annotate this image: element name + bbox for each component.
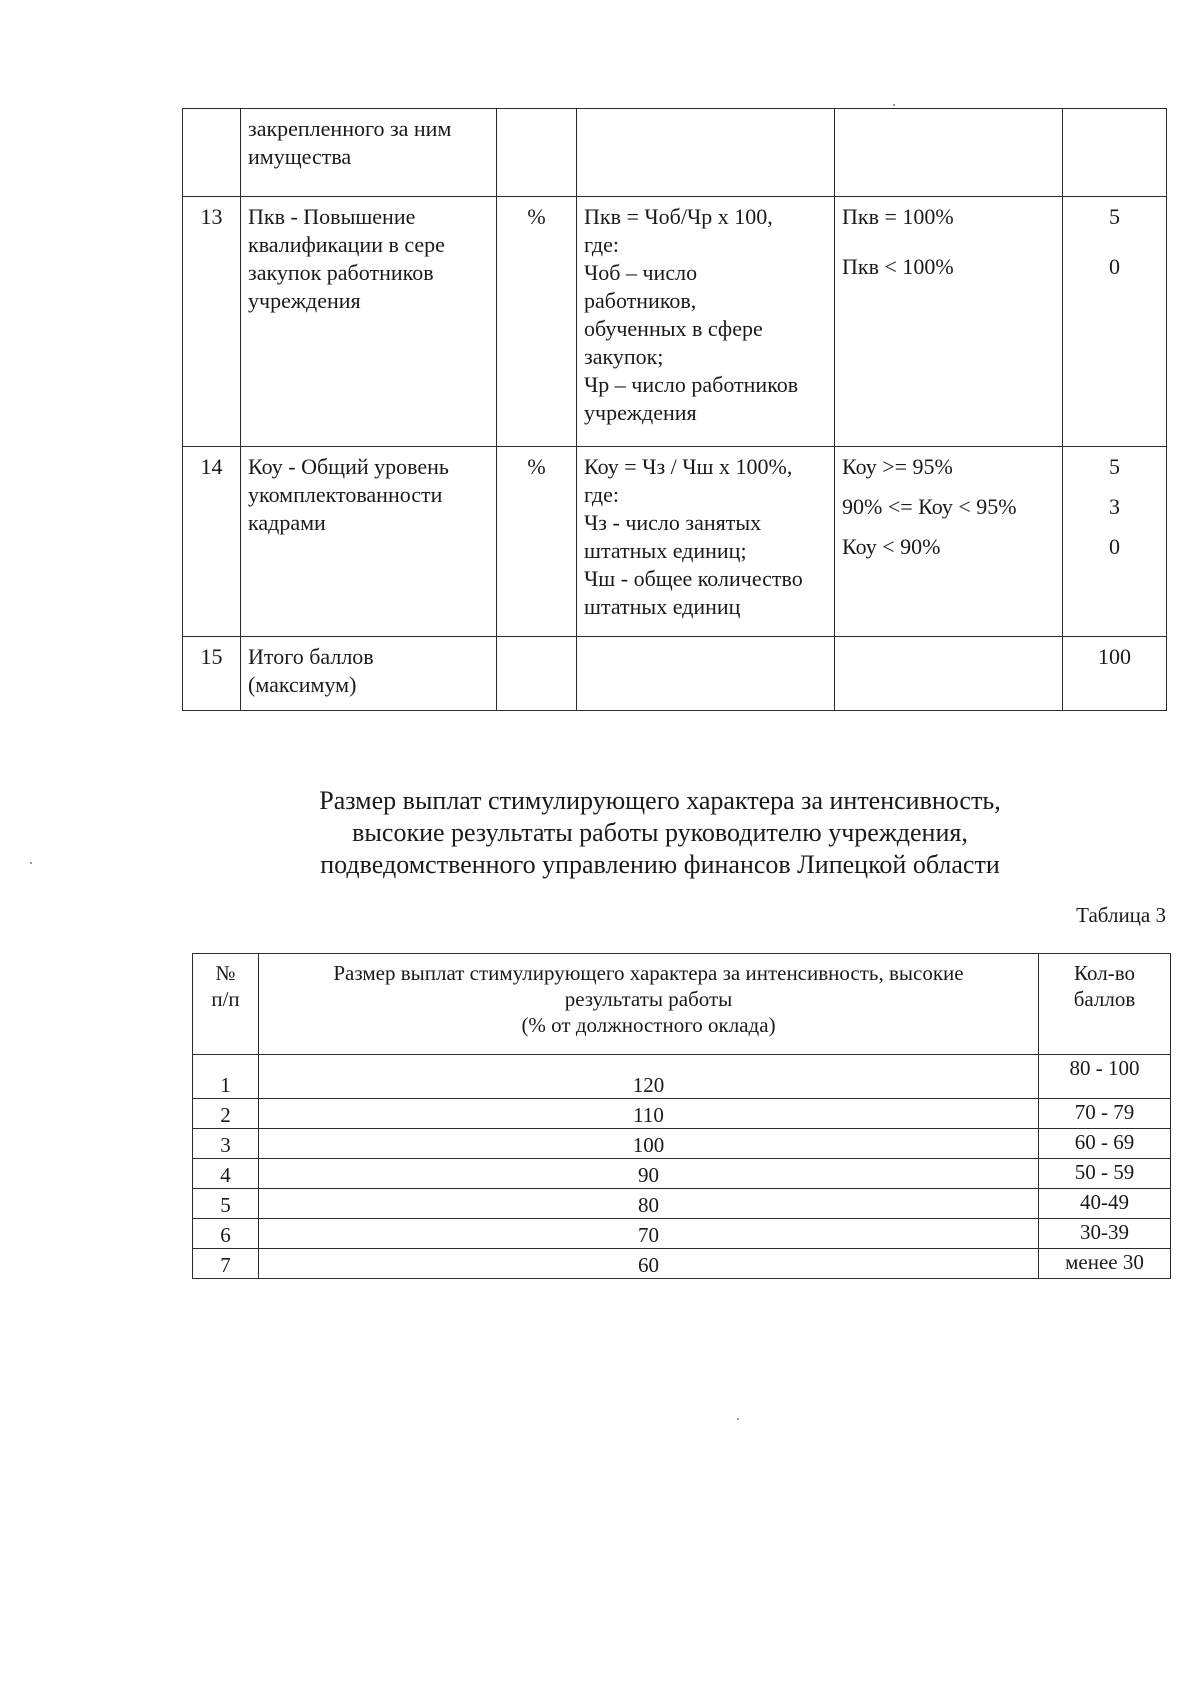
- scan-speck: [893, 104, 895, 106]
- header-payment-size: Размер выплат стимулирующего характера за интенсивность, высокие результаты работы (% от должностного оклада): [259, 954, 1039, 1055]
- table-row: [193, 1249, 1171, 1279]
- unit-cell: %: [497, 447, 577, 637]
- criteria-table: [182, 108, 1167, 711]
- score-cell: 5 3 0: [1063, 447, 1167, 637]
- table-row: [193, 1129, 1171, 1159]
- unit-cell: [497, 637, 577, 711]
- formula-cell: Пкв = Чоб/Чр х 100, где: Чоб – число работников, обученных в сфере закупок; Чр – число работников учреждения: [577, 197, 835, 447]
- table-row: [183, 197, 1167, 447]
- payment-size: 120: [259, 1055, 1039, 1099]
- header-number: № п/п: [193, 954, 259, 1055]
- table-row: [193, 1099, 1171, 1129]
- indicator-name-cell: закрепленного за ним имущества: [241, 109, 497, 197]
- row-number: 6: [193, 1219, 259, 1249]
- section-title: Размер выплат стимулирующего характера за интенсивность, высокие результаты работы руководителю учреждения, подведомственного управлению финансов Липецкой области: [319, 786, 1001, 879]
- table-row: [193, 1159, 1171, 1189]
- points-range: 70 - 79: [1039, 1099, 1171, 1129]
- unit-cell: [497, 109, 577, 197]
- row-number: 2: [193, 1099, 259, 1129]
- row-number: 5: [193, 1189, 259, 1219]
- formula-cell: [577, 637, 835, 711]
- indicator-name-cell: Коу - Общий уровень укомплектованности кадрами: [241, 447, 497, 637]
- row-number-cell: 15: [183, 637, 241, 711]
- score-cell: [1063, 109, 1167, 197]
- payment-size: 100: [259, 1129, 1039, 1159]
- row-number: 4: [193, 1159, 259, 1189]
- points-range: 60 - 69: [1039, 1129, 1171, 1159]
- points-range: менее 30: [1039, 1249, 1171, 1279]
- scan-speck: [30, 862, 32, 864]
- formula-cell: Коу = Чз / Чш х 100%, где: Чз - число занятых штатных единиц; Чш - общее количество штатных единиц: [577, 447, 835, 637]
- score-cell: 5 0: [1063, 197, 1167, 447]
- payment-size: 90: [259, 1159, 1039, 1189]
- table-label: Таблица 3: [1076, 903, 1166, 927]
- table-header-row: [193, 954, 1171, 1055]
- header-points: Кол-во баллов: [1039, 954, 1171, 1055]
- payment-size: 110: [259, 1099, 1039, 1129]
- table-row: [183, 109, 1167, 197]
- row-number: 7: [193, 1249, 259, 1279]
- indicator-name-cell: Пкв - Повышение квалификации в сере закупок работников учреждения: [241, 197, 497, 447]
- criteria-cell: Пкв = 100% Пкв < 100%: [835, 197, 1063, 447]
- payment-table: [192, 953, 1171, 1279]
- table-row: [183, 447, 1167, 637]
- payment-size: 80: [259, 1189, 1039, 1219]
- score-cell: 100: [1063, 637, 1167, 711]
- table-row: [193, 1189, 1171, 1219]
- points-range: 80 - 100: [1039, 1055, 1171, 1099]
- criteria-cell: [835, 637, 1063, 711]
- table-row: [193, 1055, 1171, 1099]
- scan-speck: [737, 1418, 739, 1420]
- row-number-cell: [183, 109, 241, 197]
- payment-size: 60: [259, 1249, 1039, 1279]
- payment-size: 70: [259, 1219, 1039, 1249]
- indicator-name-cell: Итого баллов (максимум): [241, 637, 497, 711]
- row-number: 3: [193, 1129, 259, 1159]
- table-row: [193, 1219, 1171, 1249]
- row-number: 1: [193, 1055, 259, 1099]
- formula-cell: [577, 109, 835, 197]
- points-range: 50 - 59: [1039, 1159, 1171, 1189]
- unit-cell: %: [497, 197, 577, 447]
- row-number-cell: 14: [183, 447, 241, 637]
- points-range: 30-39: [1039, 1219, 1171, 1249]
- criteria-cell: Коу >= 95% 90% <= Коу < 95% Коу < 90%: [835, 447, 1063, 637]
- table-row: [183, 637, 1167, 711]
- row-number-cell: 13: [183, 197, 241, 447]
- criteria-cell: [835, 109, 1063, 197]
- points-range: 40-49: [1039, 1189, 1171, 1219]
